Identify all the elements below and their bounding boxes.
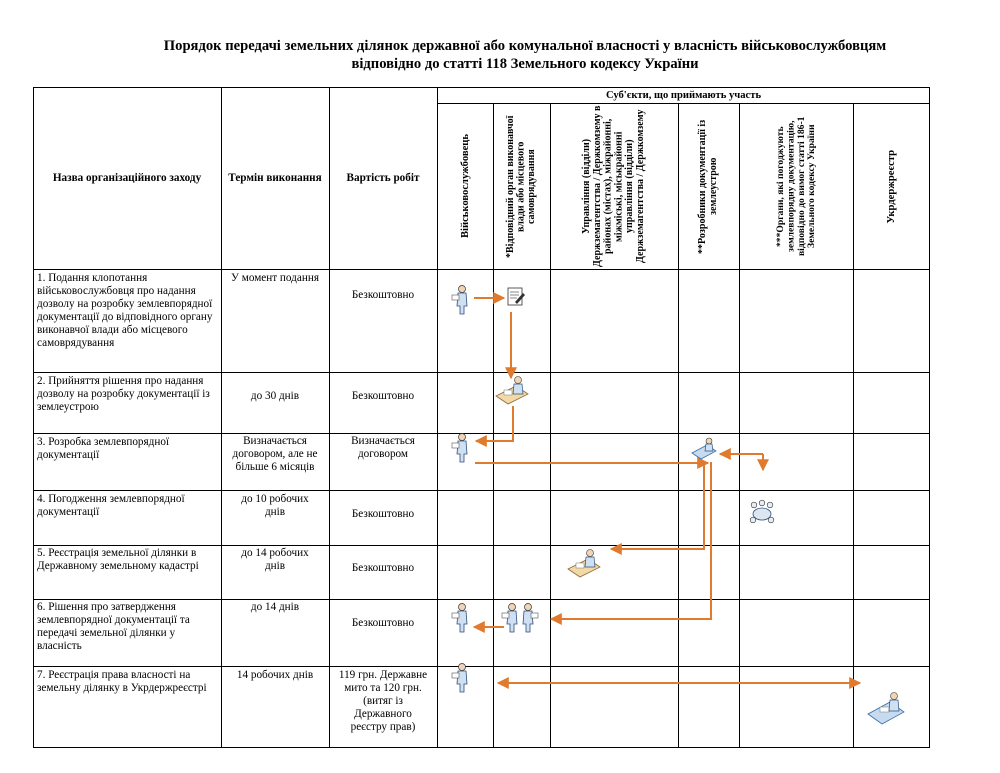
person-icon — [452, 604, 467, 633]
row6-term: до 14 днів — [250, 601, 300, 613]
row7-term: 14 робочих днів — [236, 669, 314, 681]
desk-worker-icon — [496, 377, 528, 405]
header-subject-authority: *Відповідний орган виконавчої влади або місцевого самоврядування — [505, 115, 538, 258]
row5-term: до 14 робочих днів — [241, 547, 309, 572]
row3-name: 3. Розробка землевпорядної документації — [37, 436, 170, 461]
title-line-1: Порядок передачі земельних ділянок державної або комунальної власності у власність військовослужбовцям — [163, 38, 887, 54]
row5-name: 5. Реєстрація земельної ділянки в Державному земельному кадастрі — [37, 547, 199, 572]
header-name: Назва організаційного заходу — [52, 171, 202, 184]
row1-cost: Безкоштовно — [351, 289, 415, 301]
row6-name: 6. Рішення про затвердження землевпорядної документації та передачі земельної ділянки у власність — [37, 601, 190, 652]
person-icon — [452, 286, 467, 315]
header-term: Термін виконання — [228, 171, 322, 184]
document-icon — [508, 288, 525, 305]
header-subject-developers: **Розробники документації із землеустрою — [697, 119, 719, 254]
meeting-icon — [750, 500, 774, 523]
header-subject-serviceman: Військовослужбовець — [459, 134, 471, 239]
row2-term: до 30 днів — [250, 390, 300, 402]
arrow-r2-to-r3 — [476, 406, 513, 441]
row4-name: 4. Погодження землевпорядної документації — [37, 493, 185, 518]
row1-term: У момент подання — [231, 272, 319, 284]
row7-name: 7. Реєстрація права власності на земельну ділянку в Укрдержреєстрі — [37, 669, 207, 694]
desk-worker-icon — [868, 693, 904, 725]
header-subject-geocadastre: Управління (відділи) Держземагентства / Держкомзему в районах (містах), міжрайонні, міжміські, міськрайонні управління (відділи) Держземагентства / Держкомзему — [581, 105, 647, 268]
row2-cost: Безкоштовно — [351, 390, 415, 402]
person-icon — [452, 664, 467, 693]
handshake-icon — [502, 604, 538, 633]
row3-term: Визначається договором, але не більше 6 місяців — [232, 435, 318, 473]
person-icon — [452, 434, 467, 463]
header-subject-approvers: ***Органи, які погоджують землевпорядну документацію, відповідно до вимог статті 186-1 Земельного кодексу України — [774, 116, 817, 257]
row4-cost: Безкоштовно — [351, 508, 415, 520]
row5-cost: Безкоштовно — [351, 562, 415, 574]
row2-name: 2. Прийняття рішення про надання дозволу на розробку документації із землеустрою — [37, 375, 210, 413]
desk-worker-icon — [568, 550, 600, 578]
header-subject-registry: Укрдержреєстр — [886, 149, 898, 224]
arrow-to-cadastre — [611, 462, 704, 549]
row4-term: до 10 робочих днів — [241, 493, 309, 518]
desk-worker-icon — [692, 438, 716, 459]
row6-cost: Безкоштовно — [351, 617, 415, 629]
arrow-to-r6 — [551, 462, 711, 619]
header-subjects-group: Суб'єкти, що приймають участь — [605, 89, 762, 101]
row3-cost: Визначається договором — [351, 435, 415, 460]
row7-cost: 119 грн. Державне мито та 120 грн. (витяг із Державного реєстру прав) — [338, 669, 428, 733]
title-line-2: відповідно до статті 118 Земельного кодексу України — [351, 56, 699, 72]
row1-name: 1. Подання клопотання військовослужбовця про надання дозволу на розробку землевпорядної документації до відповідного органу виконавчої влади або місцевого самоврядування — [37, 272, 213, 349]
header-cost: Вартість робіт — [346, 171, 420, 184]
